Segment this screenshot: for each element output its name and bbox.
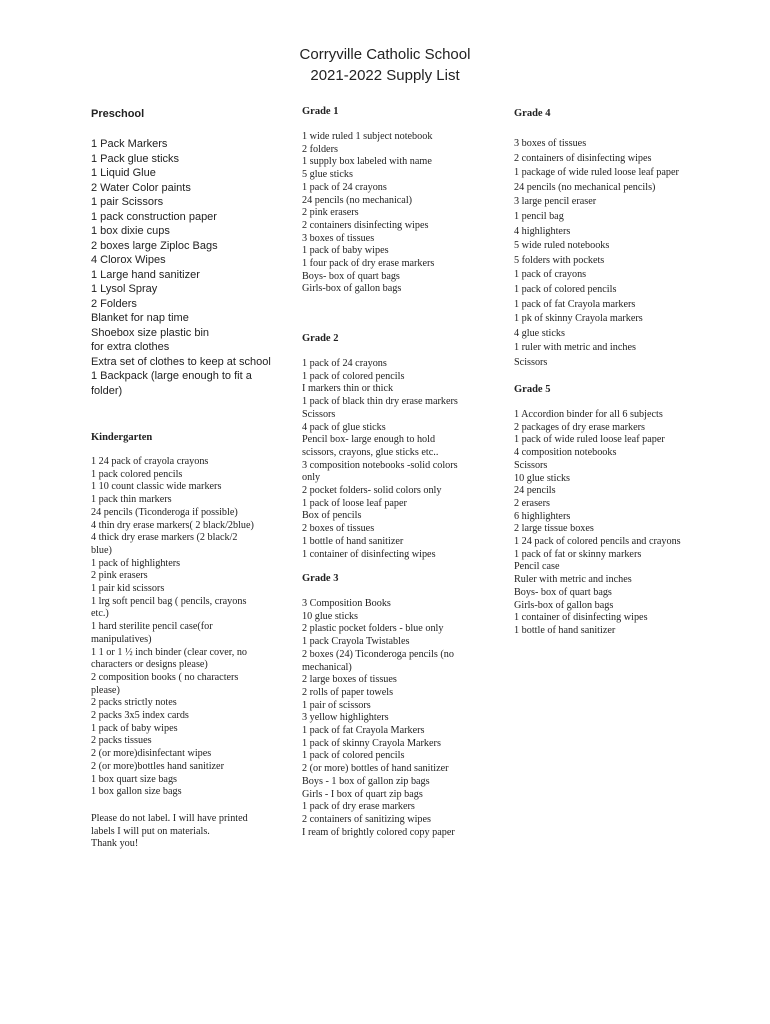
list-item: 1 ruler with metric and inches <box>514 342 636 354</box>
list-item: 2 packages of dry erase markers <box>514 421 645 433</box>
list-item: 1 lrg soft pencil bag ( pencils, crayons <box>91 595 247 607</box>
list-item: only <box>302 472 321 484</box>
list-item: 1 pack of colored pencils <box>302 370 405 382</box>
list-item: 1 pack of loose leaf paper <box>302 497 407 509</box>
list-item: 1 pack construction paper <box>91 210 217 223</box>
list-item: 1 pack of colored pencils <box>302 750 405 762</box>
list-item: 10 glue sticks <box>302 610 359 622</box>
kindergarten-note <box>91 813 281 851</box>
list-item: 2 (or more) bottles of hand sanitizer <box>302 763 449 775</box>
list-item: 5 glue sticks <box>302 169 353 181</box>
list-item: Boys- box of quart bags <box>514 586 612 598</box>
list-item: 1 Backpack (large enough to fit a <box>91 370 252 382</box>
list-item: 5 wide ruled notebooks <box>514 240 610 252</box>
list-item: blue) <box>91 544 112 556</box>
list-item: 24 pencils (no mechanical pencils) <box>514 181 656 193</box>
kindergarten-heading: Kindergarten <box>91 432 153 443</box>
list-item: Please do not label. I will have printed <box>91 812 248 824</box>
list-item: 4 composition notebooks <box>514 447 617 459</box>
list-item: Blanket for nap time <box>91 312 189 324</box>
list-item: 4 glue sticks <box>514 327 565 339</box>
list-item: 2 packs strictly notes <box>91 697 177 709</box>
list-item: 1 Large hand sanitizer <box>91 268 200 281</box>
list-item: 1 10 count classic wide markers <box>91 481 222 493</box>
list-item: 1 wide ruled 1 subject notebook <box>302 131 433 142</box>
list-item: 1 pack of crayons <box>514 269 587 281</box>
list-item: 24 pencils (Ticonderoga if possible) <box>91 506 238 518</box>
list-item: characters or designs please) <box>91 659 208 671</box>
list-item: 24 pencils <box>514 485 556 497</box>
preschool-list <box>91 137 281 398</box>
preschool-heading: Preschool <box>91 108 145 120</box>
list-item: 2 containers disinfecting wipes <box>302 219 429 231</box>
list-item: 2 pink erasers <box>91 570 148 582</box>
list-item: 2 rolls of paper towels <box>302 686 394 698</box>
list-item: 1 pack of baby wipes <box>302 245 389 257</box>
preschool-section <box>91 107 281 398</box>
list-item: 1 four pack of dry erase markers <box>302 258 435 270</box>
list-item: Girls-box of gallon bags <box>302 283 402 295</box>
list-item: 1 Pack glue sticks <box>91 152 180 165</box>
grade4-section <box>514 107 714 371</box>
list-item: 1 pack of fat or skinny markers <box>514 548 642 560</box>
list-item: 4 pack of glue sticks <box>302 421 386 433</box>
grade1-heading: Grade 1 <box>302 106 339 117</box>
grade3-section <box>302 572 497 839</box>
list-item: 1 bottle of hand sanitizer <box>514 624 616 636</box>
list-item: Boys - 1 box of gallon zip bags <box>302 775 430 787</box>
kindergarten-section <box>91 431 281 851</box>
list-item: 3 boxes of tissues <box>514 138 587 149</box>
list-item: 1 1 or 1 ½ inch binder (clear cover, no <box>91 646 248 658</box>
list-item: 2 packs 3x5 index cards <box>91 710 189 722</box>
list-item: 3 composition notebooks -solid colors <box>302 459 458 471</box>
list-item: 4 Clorox Wipes <box>91 254 166 266</box>
list-item: Boys- box of quart bags <box>302 270 400 282</box>
list-item: 2 large tissue boxes <box>514 523 594 535</box>
list-item: Extra set of clothes to keep at school <box>91 355 271 368</box>
list-item: 1 pack Crayola Twistables <box>302 636 410 648</box>
list-item: 1 pack of 24 crayons <box>302 181 387 193</box>
list-item: 1 pack colored pencils <box>91 468 183 480</box>
list-item: 1 bottle of hand sanitizer <box>302 535 404 547</box>
list-item: 1 pack thin markers <box>91 494 172 506</box>
list-item: 6 highlighters <box>514 510 571 522</box>
list-item: labels I will put on materials. <box>91 825 210 837</box>
grade2-section <box>302 332 497 561</box>
list-item: 2 boxes (24) Ticonderoga pencils (no <box>302 648 454 660</box>
list-item: I ream of brightly colored copy paper <box>302 826 455 838</box>
grade5-list <box>514 409 714 638</box>
list-item: Girls - I box of quart zip bags <box>302 788 423 800</box>
list-item: Pencil case <box>514 561 560 573</box>
list-item: etc.) <box>91 608 109 620</box>
list-item: 4 thick dry erase markers (2 black/2 <box>91 532 238 544</box>
list-item: 1 Pack Markers <box>91 138 168 150</box>
grade3-heading: Grade 3 <box>302 573 339 584</box>
list-item: 3 Composition Books <box>302 598 391 609</box>
list-item: 1 24 pack of colored pencils and crayons <box>514 536 681 548</box>
list-item: Thank you! <box>91 838 139 850</box>
list-item: 1 box gallon size bags <box>91 786 182 798</box>
grade1-list <box>302 131 497 296</box>
list-item: for extra clothes <box>91 341 170 353</box>
list-item: 2 pocket folders- solid colors only <box>302 485 442 497</box>
list-item: 2 large boxes of tissues <box>302 674 397 686</box>
list-item: 2 pink erasers <box>302 207 359 219</box>
list-item: 1 supply box labeled with name <box>302 156 432 168</box>
list-item: 1 container of disinfecting wipes <box>514 612 648 624</box>
list-item: 1 pack of 24 crayons <box>302 358 387 369</box>
list-item: 1 pack of black thin dry erase markers <box>302 396 458 408</box>
list-item: 1 pack of baby wipes <box>91 722 178 734</box>
grade5-heading: Grade 5 <box>514 384 551 395</box>
grade1-section <box>302 105 497 296</box>
list-item: 2 containers of disinfecting wipes <box>514 152 652 164</box>
list-item: 1 pair Scissors <box>91 196 164 208</box>
list-item: 2 erasers <box>514 497 550 509</box>
supply-list-title: 2021-2022 Supply List <box>310 67 460 84</box>
list-item: scissors, crayons, glue sticks etc.. <box>302 446 439 458</box>
list-item: 1 pack of colored pencils <box>514 283 617 295</box>
list-item: Scissors <box>514 459 548 471</box>
list-item: manipulatives) <box>91 633 152 645</box>
list-item: Scissors <box>302 408 336 420</box>
grade3-list <box>302 598 497 839</box>
kindergarten-list <box>91 456 281 799</box>
list-item: Box of pencils <box>302 510 362 522</box>
list-item: 24 pencils (no mechanical) <box>302 194 413 206</box>
list-item: 1 pk of skinny Crayola markers <box>514 313 643 325</box>
list-item: Shoebox size plastic bin <box>91 326 210 339</box>
list-item: 1 package of wide ruled loose leaf paper <box>514 167 679 179</box>
list-item: 1 pair kid scissors <box>91 583 165 595</box>
list-item: 4 thin dry erase markers( 2 black/2blue) <box>91 519 254 531</box>
list-item: 1 box dixie cups <box>91 225 170 237</box>
list-item: 2 Folders <box>91 297 137 310</box>
list-item: 1 pencil bag <box>514 210 564 222</box>
list-item: 1 pack of highlighters <box>91 557 181 569</box>
grade2-list <box>302 358 497 561</box>
list-item: 1 pack of fat Crayola Markers <box>302 725 425 737</box>
list-item: 2 (or more)bottles hand sanitizer <box>91 760 224 772</box>
list-item: 4 highlighters <box>514 225 571 237</box>
list-item: 3 large pencil eraser <box>514 196 597 208</box>
school-name: Corryville Catholic School <box>299 46 471 63</box>
list-item: 2 boxes large Ziploc Bags <box>91 239 218 252</box>
list-item: folder) <box>91 384 123 397</box>
list-item: 2 boxes of tissues <box>302 523 375 535</box>
list-item: mechanical) <box>302 661 352 673</box>
list-item: 1 Lysol Spray <box>91 283 158 295</box>
list-item: 1 pack of fat Crayola markers <box>514 298 636 310</box>
list-item: 1 Accordion binder for all 6 subjects <box>514 409 663 420</box>
list-item: 3 yellow highlighters <box>302 712 389 724</box>
list-item: Girls-box of gallon bags <box>514 599 614 611</box>
list-item: 1 pair of scissors <box>302 699 371 711</box>
list-item: Scissors <box>514 356 548 368</box>
list-item: 2 composition books ( no characters <box>91 671 239 683</box>
grade4-heading: Grade 4 <box>514 108 551 119</box>
list-item: 2 plastic pocket folders - blue only <box>302 623 444 635</box>
list-item: 10 glue sticks <box>514 472 571 484</box>
list-item: 1 box quart size bags <box>91 773 178 785</box>
list-item: 1 pack of skinny Crayola Markers <box>302 737 441 749</box>
list-item: Ruler with metric and inches <box>514 574 632 586</box>
list-item: 5 folders with pockets <box>514 254 605 266</box>
list-item: 2 folders <box>302 143 338 155</box>
list-item: 2 Water Color paints <box>91 181 191 194</box>
list-item: 3 boxes of tissues <box>302 232 375 244</box>
list-item: 2 containers of sanitizing wipes <box>302 813 432 825</box>
list-item: 1 pack of dry erase markers <box>302 801 415 813</box>
grade5-section <box>514 383 714 638</box>
list-item: 2 packs tissues <box>91 735 152 747</box>
list-item: 1 Liquid Glue <box>91 167 156 179</box>
grade2-heading: Grade 2 <box>302 333 339 344</box>
list-item: 1 container of disinfecting wipes <box>302 548 436 560</box>
list-item: 1 24 pack of crayola crayons <box>91 456 209 467</box>
list-item: 1 hard sterilite pencil case(for <box>91 621 213 633</box>
grade4-list <box>514 137 714 371</box>
list-item: I markers thin or thick <box>302 383 394 395</box>
list-item: 2 (or more)disinfectant wipes <box>91 748 212 760</box>
list-item: Pencil box- large enough to hold <box>302 434 436 446</box>
list-item: 1 pack of wide ruled loose leaf paper <box>514 434 665 446</box>
list-item: please) <box>91 684 120 696</box>
